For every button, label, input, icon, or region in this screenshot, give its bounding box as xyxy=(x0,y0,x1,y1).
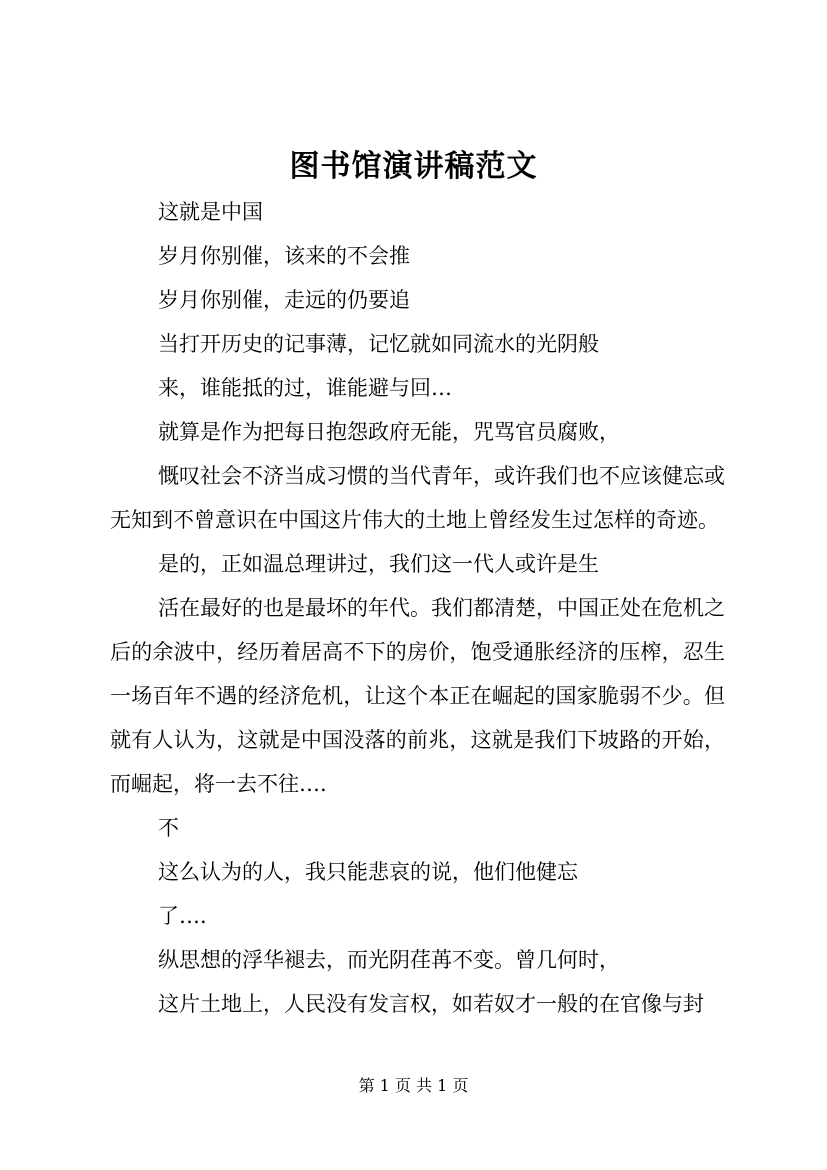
document-body xyxy=(110,190,735,1026)
paragraph: 不 xyxy=(158,816,179,840)
paragraph: 来，谁能抵的过，谁能避与回… xyxy=(158,376,452,400)
paragraph: 就算是作为把每日抱怨政府无能，咒骂官员腐败， xyxy=(158,420,620,444)
paragraph: 这么认为的人，我只能悲哀的说，他们他健忘 xyxy=(158,860,578,884)
paragraph: 是的，正如温总理讲过，我们这一代人或许是生 xyxy=(158,552,599,576)
paragraph: 活在最好的也是最坏的年代。我们都清楚，中国正处在危机之后的余波中，经历着居高不下的房价，饱受通胀经济的压榨，忍生一场百年不遇的经济危机，让这个本正在崛起的国家脆弱不少。但就有人认为，这就是中国没落的前兆，这就是我们下坡路的开始，而崛起，将一去不往…. xyxy=(110,596,725,796)
paragraph: 纵思想的浮华褪去，而光阴荏苒不变。曾几何时， xyxy=(158,948,620,972)
paragraph: 当打开历史的记事薄，记忆就如同流水的光阴般 xyxy=(158,332,599,356)
paragraph: 这片土地上，人民没有发言权，如若奴才一般的在官像与封 xyxy=(158,992,704,1016)
paragraph: 岁月你别催，该来的不会推 xyxy=(158,244,410,268)
page-footer: 第 1 页 共 1 页 xyxy=(358,1076,469,1095)
paragraph: 岁月你别催，走远的仍要追 xyxy=(158,288,410,312)
paragraph: 慨叹社会不济当成习惯的当代青年，或许我们也不应该健忘或无知到不曾意识在中国这片伟大的土地上曾经发生过怎样的奇迹。 xyxy=(110,464,725,532)
paragraph: 这就是中国 xyxy=(158,200,263,224)
paragraph: 了…. xyxy=(158,904,207,928)
document-title: 图书馆演讲稿范文 xyxy=(289,149,538,184)
